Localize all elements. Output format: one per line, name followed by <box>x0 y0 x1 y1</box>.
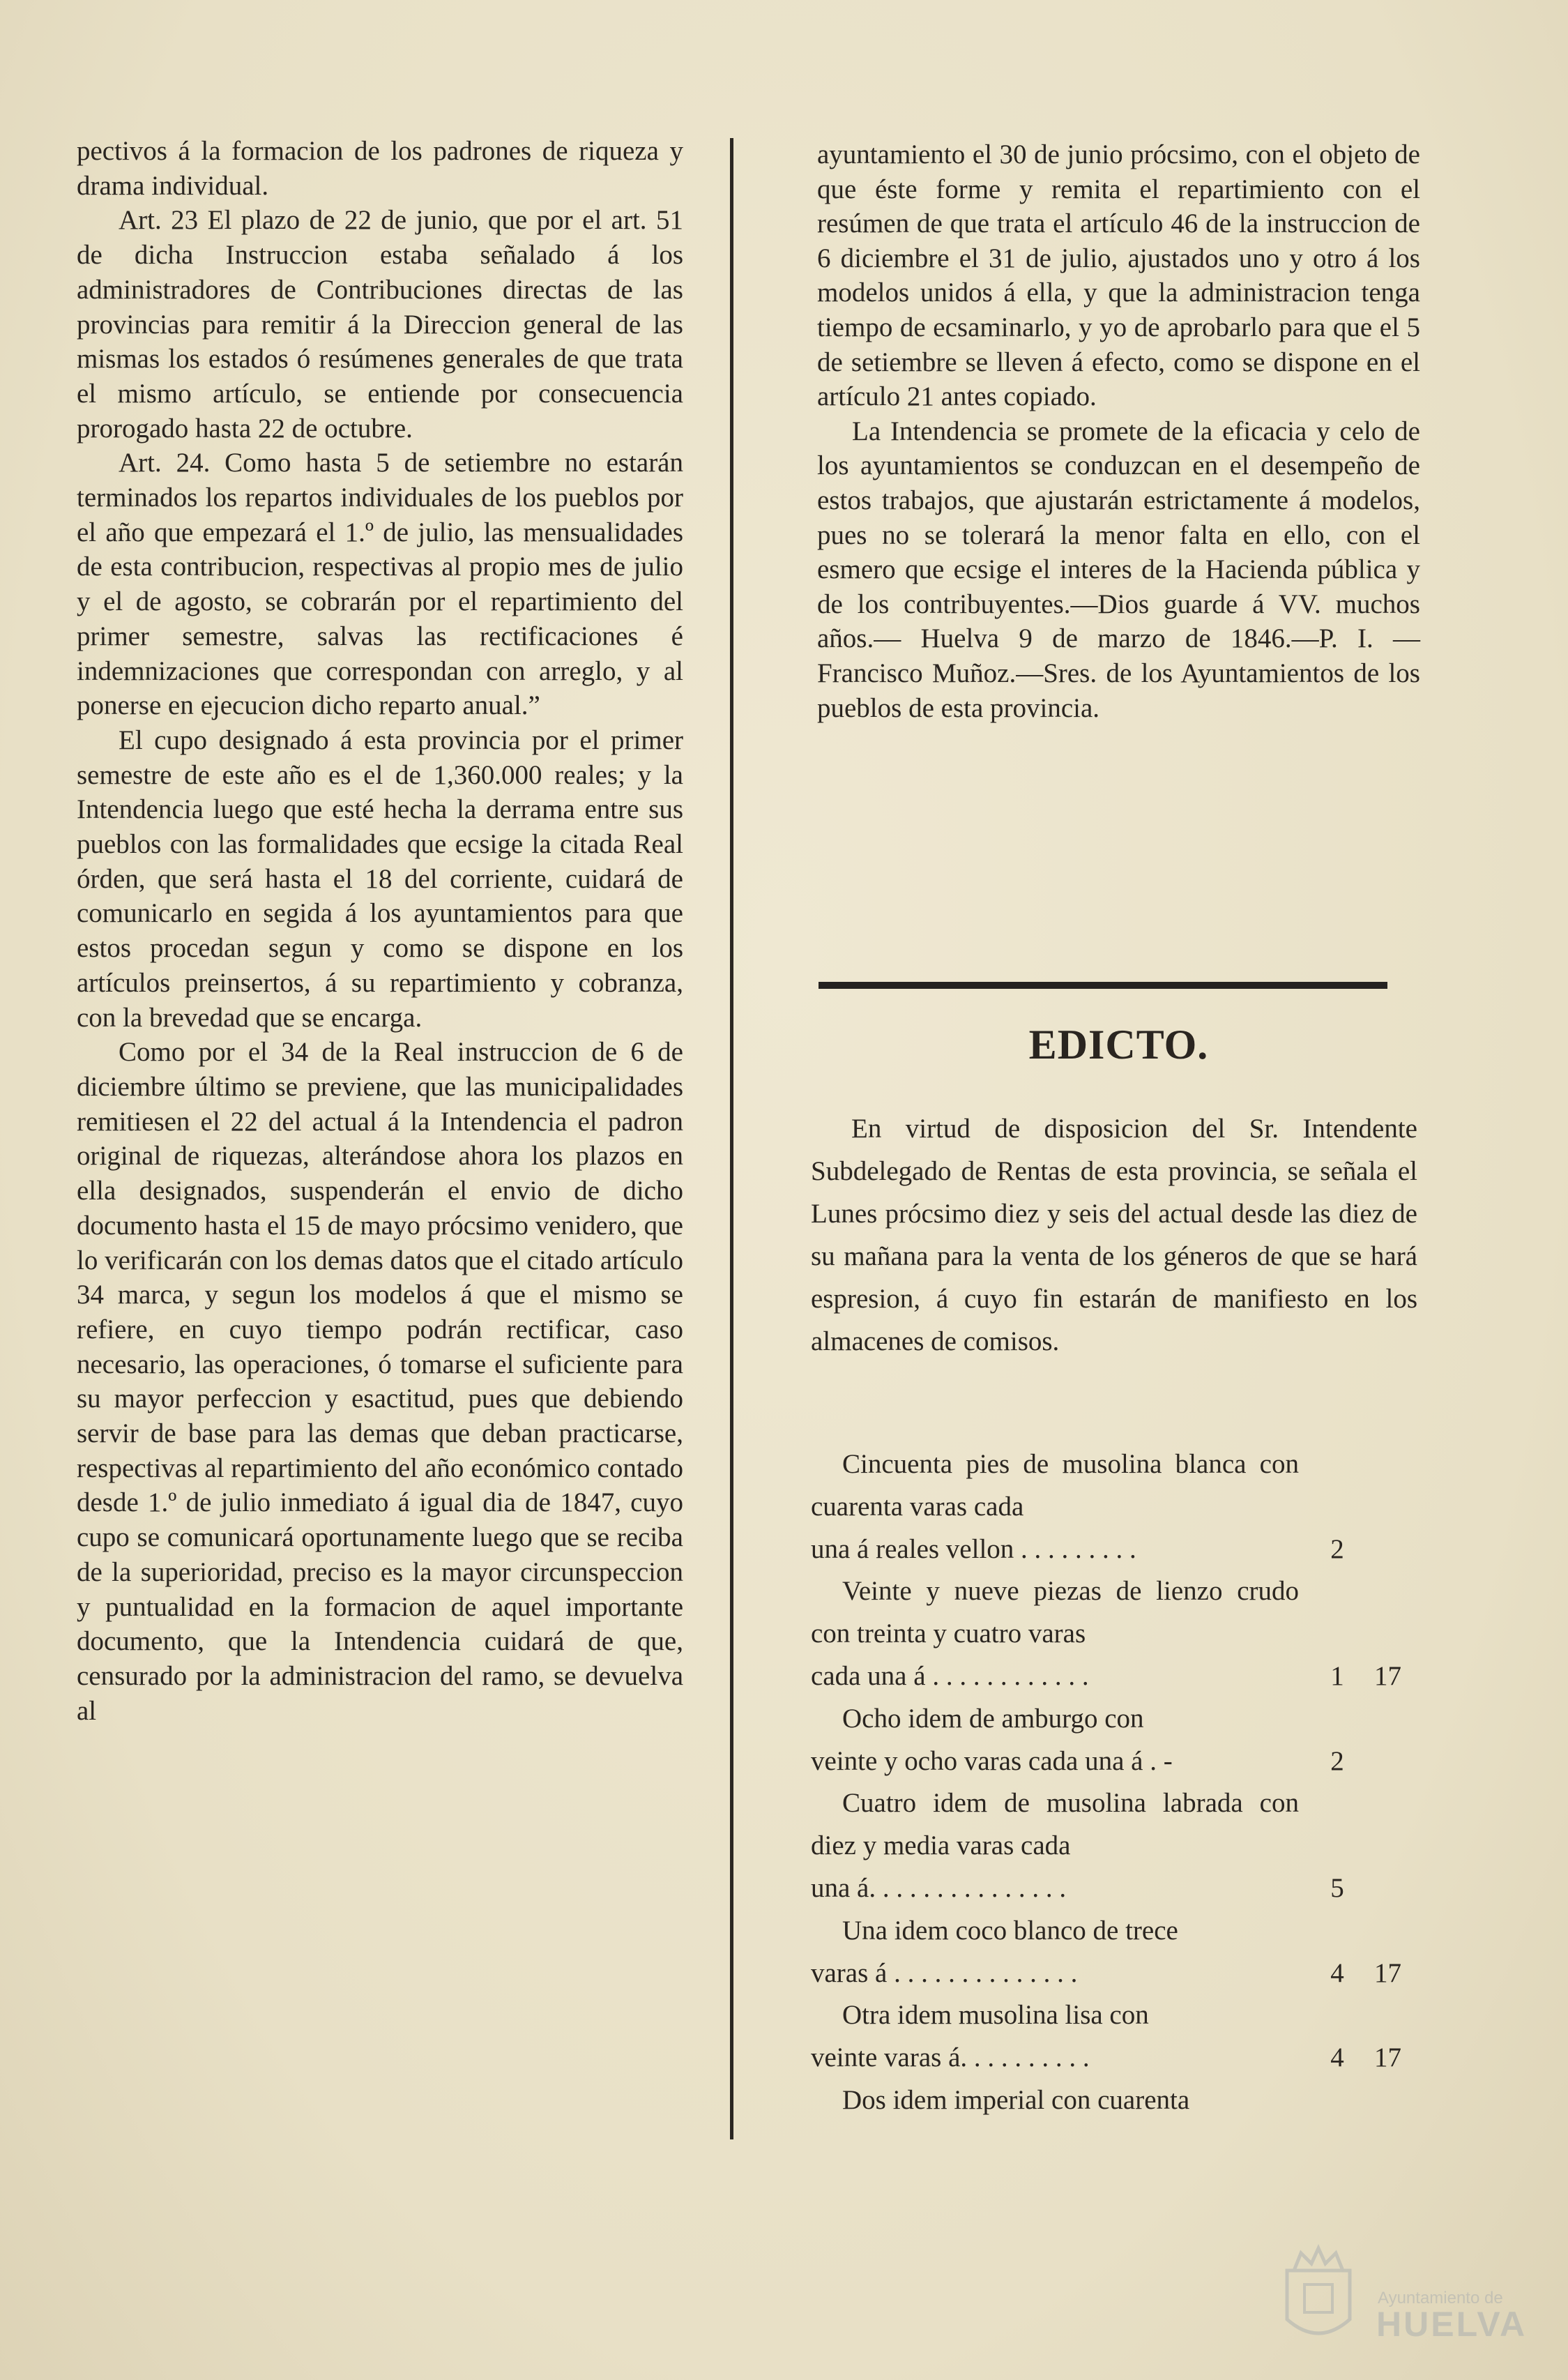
item-description: Otra idem musolina lisa con <box>842 2000 1149 2031</box>
item-last-line <box>811 2037 1299 2079</box>
item-last-text: veinte varas á <box>811 2042 961 2073</box>
item-description: Cincuenta pies de musolina blanca con cuarenta varas cada <box>811 1449 1299 1522</box>
item-description: Dos idem imperial con cuarenta <box>842 2084 1190 2115</box>
goods-item <box>811 1443 1417 1570</box>
item-price <box>1327 1867 1417 1910</box>
item-last-line <box>811 1655 1299 1698</box>
item-description: Ocho idem de amburgo con <box>842 1703 1144 1734</box>
watermark-line2: HUELVA <box>1376 2305 1528 2344</box>
item-reales: 5 <box>1330 1872 1344 1903</box>
goods-item <box>811 1910 1417 1995</box>
edicto-intro-text: En virtud de disposicion del Sr. Intendente Subdelegado de Rentas de esta provincia, se señala el Lunes prócsimo diez y seis del actual desde las diez de su mañana para la venta de los géneros de que se hará espresion, á cuyo fin estarán de manifiesto en los almacenes de comisos. <box>811 1114 1417 1356</box>
item-leader: . - <box>1143 1745 1173 1776</box>
item-leader: . . . . . . . . . <box>1014 1533 1136 1564</box>
item-reales: 4 <box>1330 2042 1344 2073</box>
item-cents: 17 <box>1374 1957 1401 1988</box>
edicto-title: EDICTO. <box>1028 1022 1209 1068</box>
item-leader: . . . . . . . . . . <box>960 2042 1090 2073</box>
goods-item <box>811 2079 1417 2122</box>
watermark-line1: Ayuntamiento de <box>1378 2289 1503 2307</box>
item-price <box>1327 2037 1417 2079</box>
item-last-text: una á <box>811 1872 869 1903</box>
item-reales: 2 <box>1330 1533 1344 1564</box>
item-reales: 1 <box>1330 1660 1344 1691</box>
edicto-intro <box>811 1107 1417 1363</box>
item-leader: . . . . . . . . . . . . . . . <box>869 1872 1067 1903</box>
item-price <box>1327 1655 1417 1698</box>
goods-item <box>811 1570 1417 1697</box>
paragraph-instruccion: Como por el 34 de la Real instruccion de 6 de diciembre último se previene, que las municipalidades remitiesen el 22 del actual á la Intendencia el padron original de riquezas, alterándose ahora los plazos en ella designados, suspenderán el envio de dicho documento hasta el 15 de mayo prócsimo venidero, que lo verificarán con los demas datos que el citado artículo 34 marca, y segun los modelos á que el mismo se refiere, en cuyo tiempo podrán rectificar, caso necesario, las operaciones, ó tomarse el suficiente para su mayor perfeccion y esactitud, pues que debiendo servir de base para las demas que deban practicarse, respectivas al repartimiento del año económico contado desde 1.º de julio inmediato á igual dia de 1847, cuyo cupo se comunicará oportunamente luego que se reciba de la superioridad, preciso es la mayor circunspeccion y puntualidad en la formacion de aquel importante documento, que la Intendencia cuidará de que, censurado por la administracion del ramo, se devuelva al <box>77 1037 683 1726</box>
goods-item <box>811 1782 1417 1909</box>
item-last-line <box>811 1529 1299 1571</box>
goods-item <box>811 1994 1417 2079</box>
item-description: Veinte y nueve piezas de lienzo crudo con treinta y cuatro varas <box>811 1576 1299 1649</box>
coat-of-arms-icon <box>1273 2243 1364 2354</box>
item-leader: . . . . . . . . . . . . <box>925 1660 1089 1691</box>
paragraph-right-1: ayuntamiento el 30 de junio prócsimo, con el objeto de que éste forme y remita el repartimiento con el resúmen de que trata el artículo 46 de la instruccion de 6 diciembre el 31 de julio, ajustados uno y otro á los modelos unidos á ella, y que la administracion tenga tiempo de ecsaminarlo, y yo de aprobarlo para que el 5 de setiembre se lleven á efecto, como se dispone en el artículo 21 antes copiado. <box>817 139 1420 412</box>
item-last-text: cada una á <box>811 1660 926 1691</box>
goods-list <box>811 1443 1417 2122</box>
section-rule <box>819 982 1387 989</box>
item-last-line <box>811 1741 1299 1783</box>
item-price <box>1327 1741 1417 1783</box>
item-description: Cuatro idem de musolina labrada con diez y media varas cada <box>811 1788 1299 1861</box>
item-description: Una idem coco blanco de trece <box>842 1915 1178 1946</box>
watermark-logo <box>1273 2243 1552 2358</box>
item-last-text: varas á <box>811 1957 888 1988</box>
paragraph-cupo: El cupo designado á esta provincia por el primer semestre de este año es el de 1,360.000 reales; y la Intendencia luego que esté hecha la derrama entre sus pueblos con las formalidades que ecsige la citada Real órden, que será hasta el 18 del corriente, cuidará de comunicarlo en segida á los ayuntamientos para que estos procedan segun y como se dispone en los artículos preinsertos, á su repartimiento y cobranza, con la brevedad que se encarga. <box>77 725 683 1033</box>
paragraph-art-23: Art. 23 El plazo de 22 de junio, que por el art. 51 de dicha Instruccion estaba señalado á los administradores de Contribuciones directas de las provincias para remitir á la Direccion general de las mismas los estados ó resúmenes generales de que trata el mismo artículo, se entiende por consecuencia prorogado hasta 22 de octubre. <box>77 205 683 444</box>
item-price <box>1327 1953 1417 1995</box>
item-leader: . . . . . . . . . . . . . . <box>887 1957 1078 1988</box>
item-reales: 2 <box>1330 1745 1344 1776</box>
goods-item <box>811 1698 1417 1783</box>
right-column <box>817 137 1420 725</box>
item-last-text: veinte y ocho varas cada una á <box>811 1745 1143 1776</box>
item-price <box>1327 1529 1417 1571</box>
left-column <box>77 134 683 1728</box>
paragraph-art-24: Art. 24. Como hasta 5 de setiembre no estarán terminados los repartos individuales de los pueblos por el año que empezará el 1.º de julio, las mensualidades de esta contribucion, respectivas al propio mes de julio y el de agosto, se cobrarán por el repartimiento del primer semestre, salvas las rectificaciones é indemnizaciones que correspondan con arreglo, y al ponerse en ejecucion dicho reparto anual.” <box>77 448 683 721</box>
paragraph-intendencia: La Intendencia se promete de la eficacia y celo de los ayuntamientos se conduzcan en el desempeño de estos trabajos, que ajustarán estrictamente á modelos, pues no se tolerará la menor falta en ello, con el esmero que ecsige el interes de la Hacienda pública y de los contribuyentes.—Dios guarde á VV. muchos años.— Huelva 9 de marzo de 1846.—P. I. —Francisco Muñoz.—Sres. de los Ayuntamientos de los pueblos de esta provincia. <box>817 416 1420 723</box>
item-cents: 17 <box>1374 1660 1401 1691</box>
item-last-text: una á reales vellon <box>811 1533 1014 1564</box>
paragraph-left-1: pectivos á la formacion de los padrones de riqueza y drama individual. <box>77 136 683 201</box>
column-divider <box>730 138 733 2139</box>
item-cents: 17 <box>1374 2042 1401 2073</box>
item-last-line <box>811 1953 1299 1995</box>
item-last-line <box>811 1867 1299 1910</box>
item-reales: 4 <box>1330 1957 1344 1988</box>
